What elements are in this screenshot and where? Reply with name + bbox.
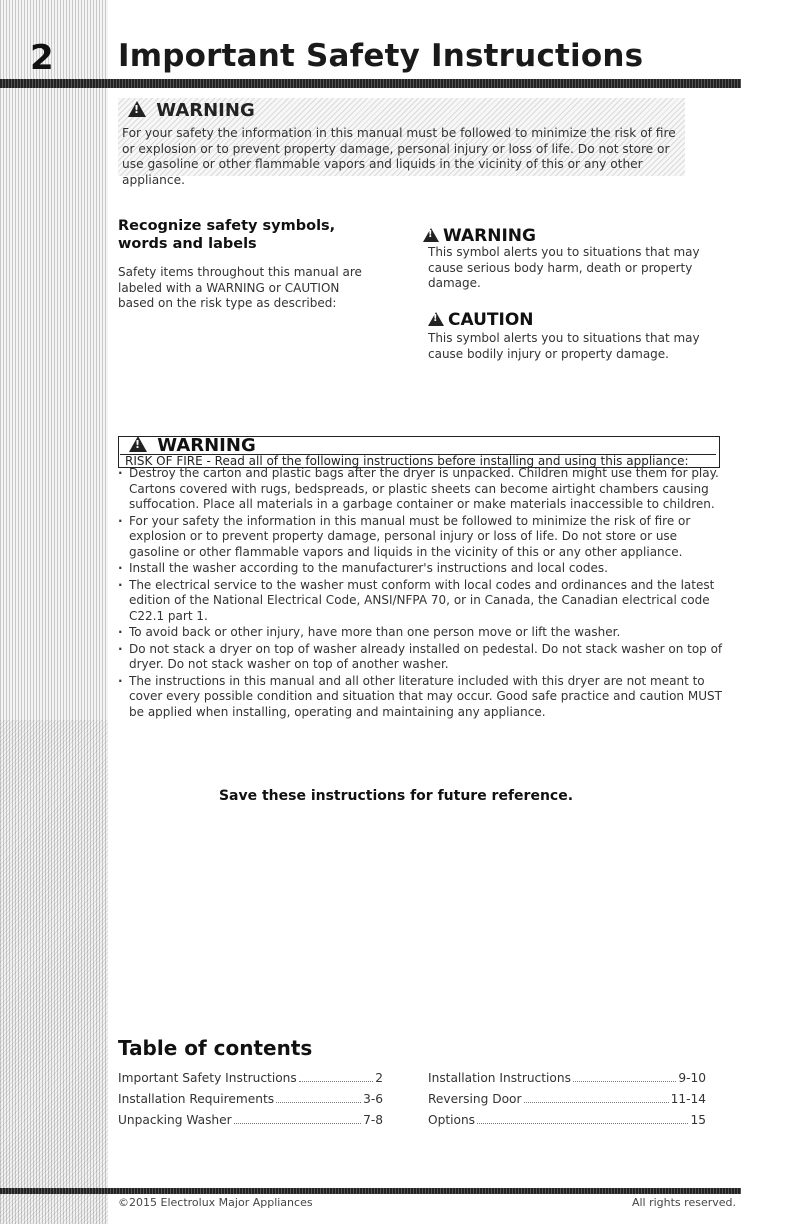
caution-symbol-title (428, 310, 534, 330)
warning-triangle-icon (128, 101, 146, 117)
caution-symbol-description: This symbol alerts you to situations that may cause bodily injury or property damage. (428, 331, 700, 361)
warning-triangle-icon (423, 228, 439, 242)
toc-entry-label: Installation Instructions (428, 1071, 571, 1085)
list-item: · For your safety the information in this manual must be followed to minimize the risk of fire or explosion or to prevent property damage, personal injury or loss of life. Do not store or use gasoline or other flammable vapors and liquids in the vicinity of this or any other appliance. (118, 514, 726, 561)
toc-entry-label: Important Safety Instructions (118, 1071, 297, 1085)
toc-entry-page: 7-8 (363, 1113, 383, 1127)
toc-entry-page: 9-10 (678, 1071, 706, 1085)
warning-symbol-label: WARNING (443, 226, 536, 246)
list-item: · Install the washer according to the manufacturer's instructions and local codes. (118, 561, 726, 577)
toc-leader-dots (276, 1102, 361, 1103)
toc-title: Table of contents (118, 1036, 313, 1060)
title-rule (0, 79, 741, 88)
toc-right-column (428, 1068, 706, 1131)
fire-warning-subheading: RISK OF FIRE - Read all of the following instructions before installing and using this appliance: (120, 454, 716, 468)
list-item: · Destroy the carton and plastic bags after the dryer is unpacked. Children might use them for play. Cartons covered with rugs, bedspreads, or plastic sheets can become airtight chambers causing suffocation. Place all materials in a garbage container or make materials inaccessible to children. (118, 466, 726, 513)
list-item: · The instructions in this manual and all other literature included with this dryer are not meant to cover every possible condition and situation that may occur. Good safe practice and caution MUST be applied when installing, operating and maintaining any appliance. (118, 674, 726, 721)
toc-entry[interactable] (118, 1110, 383, 1131)
toc-entry[interactable] (428, 1110, 706, 1131)
footer-rule (0, 1188, 741, 1194)
page-title: Important Safety Instructions (118, 38, 644, 74)
toc-leader-dots (234, 1123, 361, 1124)
toc-entry-page: 15 (690, 1113, 706, 1127)
fire-warning-heading-text: WARNING (157, 435, 256, 456)
toc-leader-dots (573, 1081, 676, 1082)
toc-entry-label: Options (428, 1113, 476, 1127)
toc-entry-page: 3-6 (363, 1092, 383, 1106)
toc-leader-dots (299, 1081, 374, 1082)
top-warning-text: For your safety the information in this manual must be followed to minimize the risk of fire or explosion or to prevent property damage, personal injury or loss of life. Do not store or use gasoline or other flammable vapors and liquids in the vicinity of this or any other appliance. (122, 126, 676, 187)
top-warning-box (118, 98, 685, 187)
toc-entry[interactable] (428, 1068, 706, 1089)
toc-leader-dots (524, 1102, 669, 1103)
toc-entry-label: Installation Requirements (118, 1092, 275, 1106)
symbols-heading: Recognize safety symbols, words and labels (118, 218, 336, 252)
caution-triangle-icon (428, 312, 444, 326)
list-item: · The electrical service to the washer must conform with local codes and ordinances and the latest edition of the National Electrical Code, ANSI/NFPA 70, or in Canada, the Canadian electrical code C22.1 part 1. (118, 578, 726, 625)
toc-entry-label: Reversing Door (428, 1092, 522, 1106)
save-instructions-note: Save these instructions for future reference. (218, 788, 574, 804)
symbols-body: Safety items throughout this manual are labeled with a WARNING or CAUTION based on the risk type as described: (118, 265, 362, 310)
fire-warning-list (118, 466, 726, 721)
list-item: · To avoid back or other injury, have more than one person move or lift the washer. (118, 625, 726, 641)
toc-entry-page: 11-14 (670, 1092, 706, 1106)
fire-warning-heading (129, 435, 256, 456)
left-margin-band (0, 0, 108, 1224)
toc-entry[interactable] (428, 1089, 706, 1110)
toc-entry[interactable] (118, 1089, 383, 1110)
list-item: · Do not stack a dryer on top of washer already installed on pedestal. Do not stack washer on top of dryer. Do not stack washer on top of another washer. (118, 642, 726, 673)
warning-symbol-description: This symbol alerts you to situations that may cause serious body harm, death or property damage. (428, 245, 700, 290)
toc-entry-label: Unpacking Washer (118, 1113, 232, 1127)
warning-triangle-icon (129, 436, 147, 452)
toc-left-column (118, 1068, 383, 1131)
page-number: 2 (30, 38, 54, 78)
top-warning-heading (128, 100, 255, 121)
toc-leader-dots (477, 1123, 688, 1124)
toc-entry[interactable] (118, 1068, 383, 1089)
fire-warning-box (118, 436, 720, 468)
toc-entry-page: 2 (375, 1071, 383, 1085)
top-warning-heading-text: WARNING (156, 100, 255, 121)
copyright-text: ©2015 Electrolux Major Appliances (118, 1196, 313, 1209)
warning-symbol-title (423, 226, 536, 246)
caution-symbol-label: CAUTION (448, 310, 534, 330)
rights-text: All rights reserved. (631, 1196, 736, 1209)
